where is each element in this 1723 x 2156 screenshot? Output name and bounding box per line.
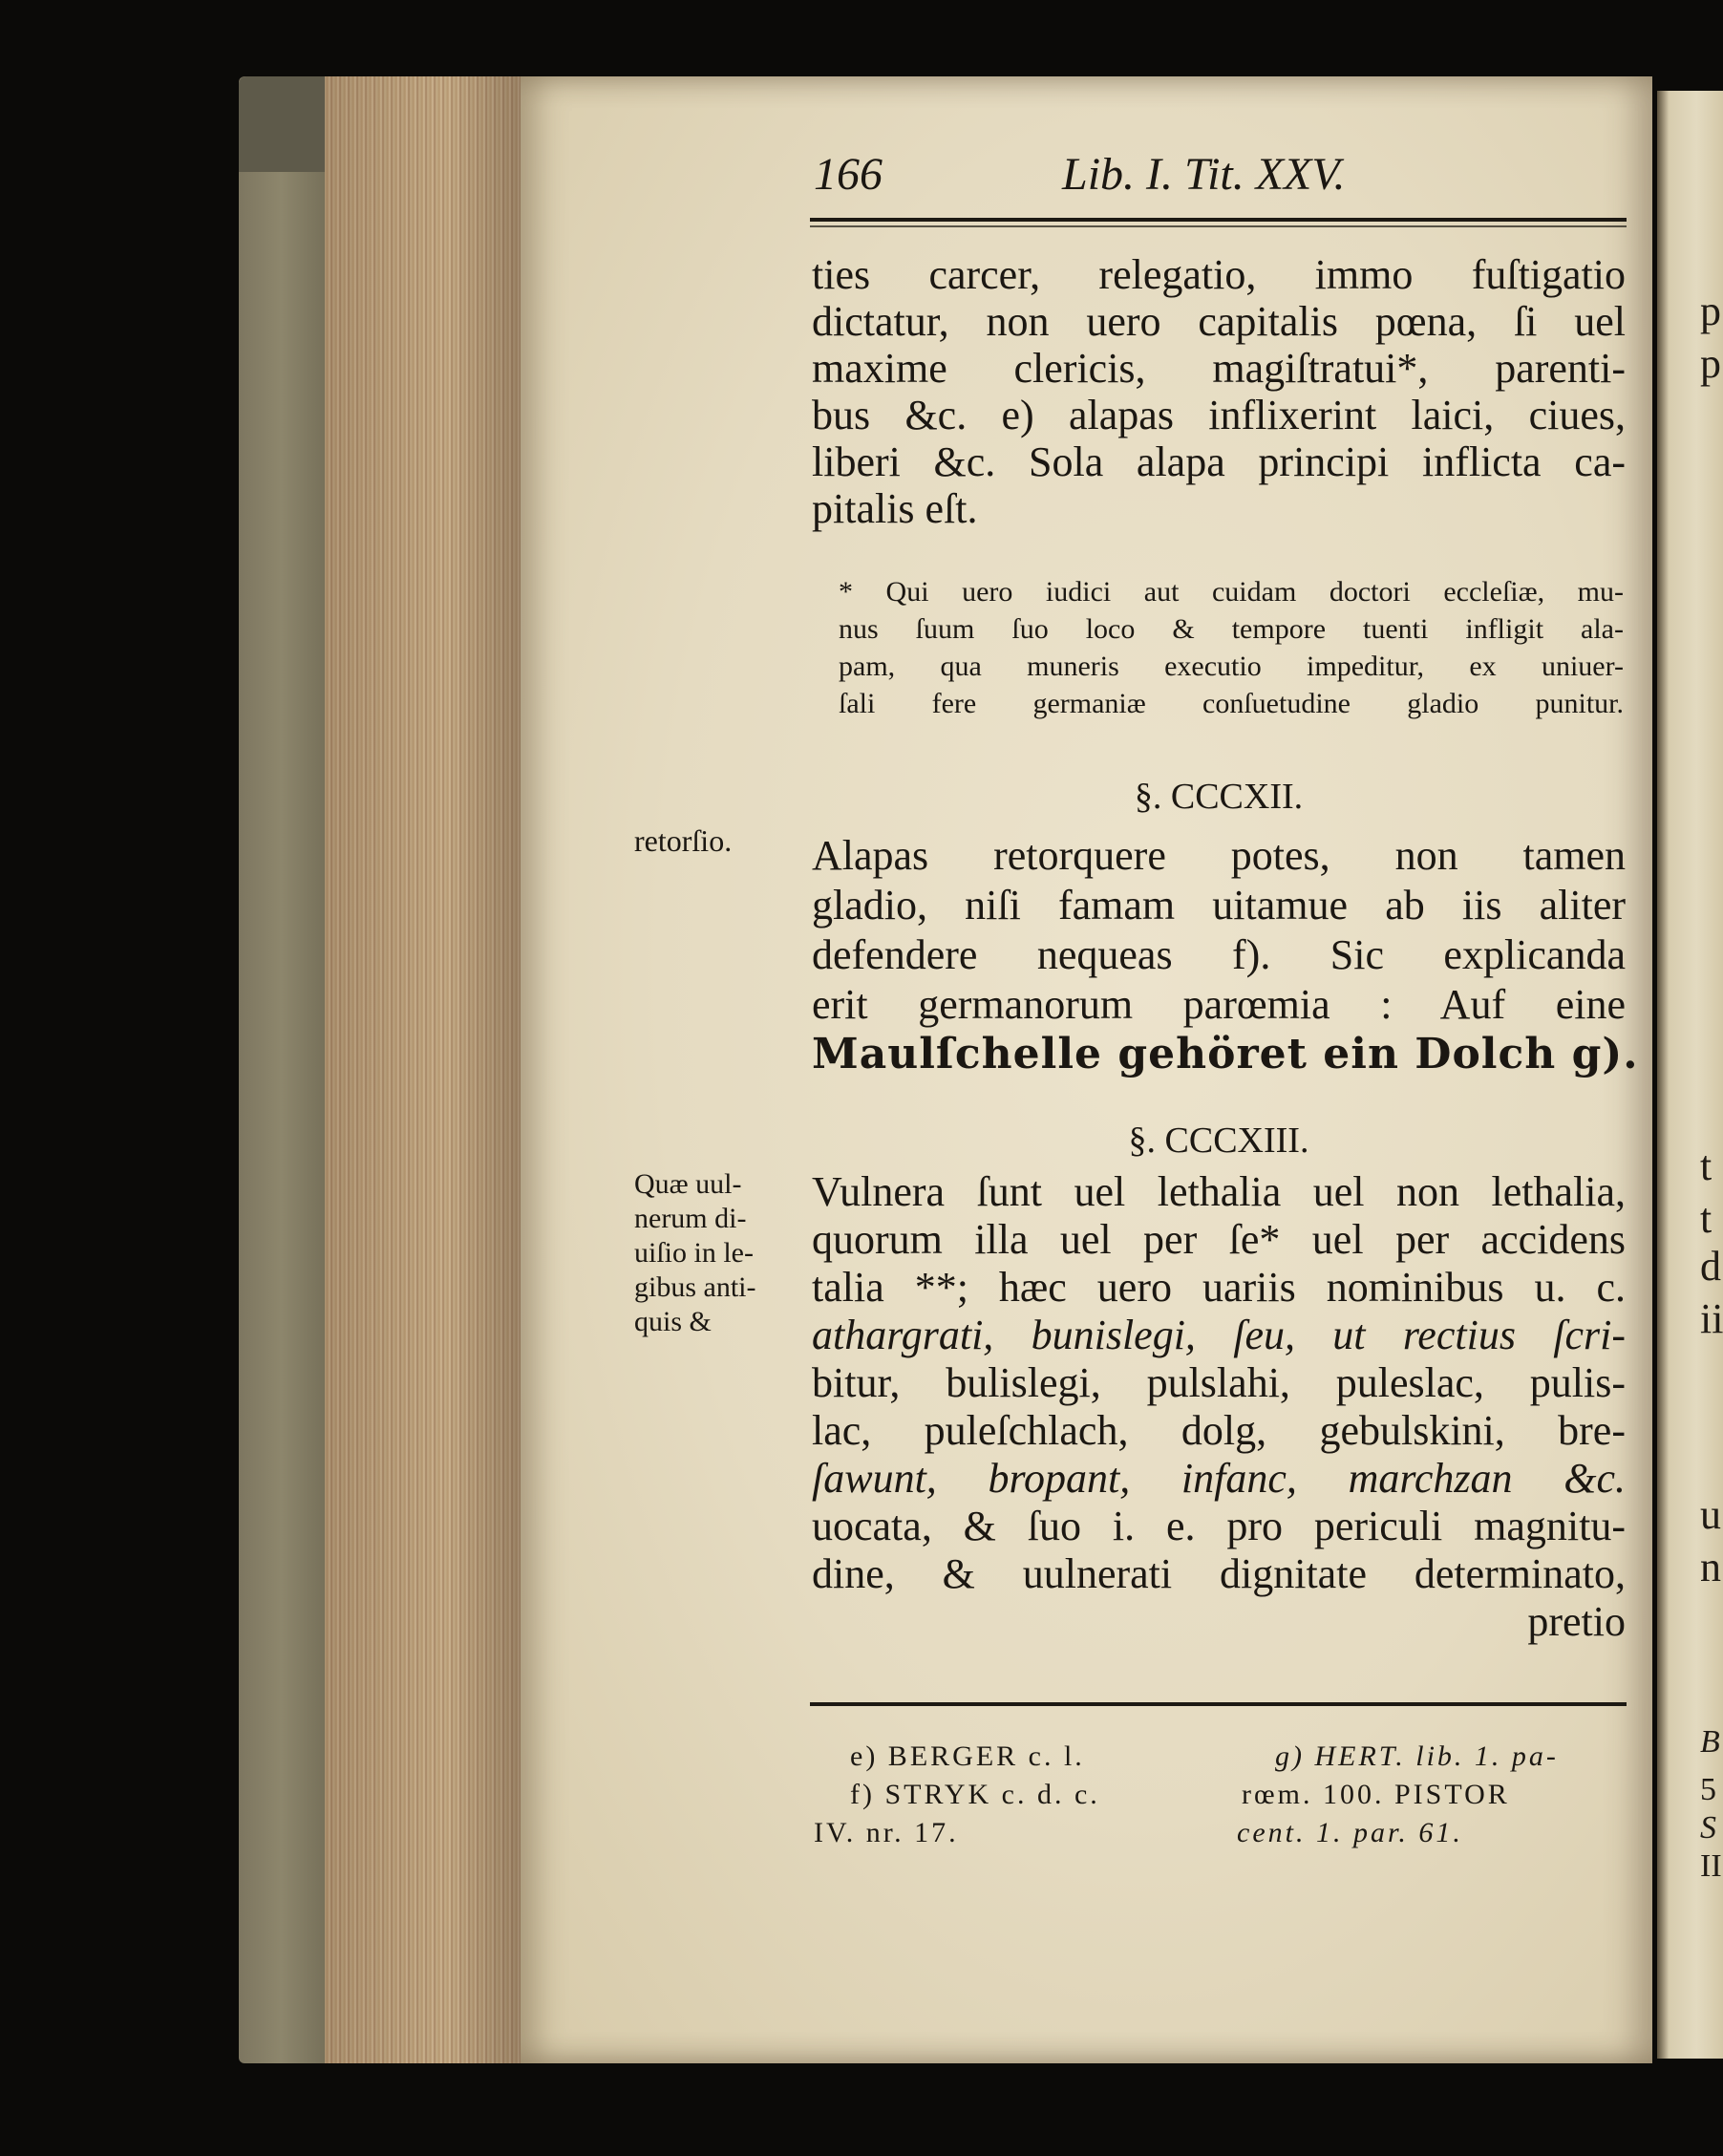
catchword: pretio xyxy=(1527,1598,1626,1645)
text-line: dictatur, non uero capitalis pœna, ſi uel xyxy=(812,298,1626,345)
text-line: lac, puleſchlach, dolg, gebulskini, bre- xyxy=(812,1407,1626,1454)
margin-note: retorſio. xyxy=(634,823,733,858)
text-line: erit germanorum parœmia : Auf eine xyxy=(812,981,1626,1028)
note-line: pam, qua muneris executio impeditur, ex uniuer- xyxy=(839,651,1624,682)
facing-fragment: ii xyxy=(1700,1295,1723,1342)
facing-fragment: d xyxy=(1700,1243,1721,1290)
text-line: Alapas retorquere potes, non tamen xyxy=(812,832,1626,879)
footnote-line: f) STRYK c. d. c. xyxy=(850,1779,1100,1810)
text-line: gladio, niſi famam uitamue ab iis aliter xyxy=(812,882,1626,929)
text-line: bitur, bulislegi, pulslahi, puleslac, pulis- xyxy=(812,1359,1626,1406)
footnote-line: g) HERT. lib. 1. pa- xyxy=(1275,1740,1559,1772)
text-line: Maulſchelle gehöret ein Dolch g). xyxy=(812,1030,1639,1078)
text-line: maxime clericis, magiſtratui*, parenti- xyxy=(812,345,1626,392)
text-line: talia **; hæc uero uariis nominibus u. c. xyxy=(812,1264,1626,1311)
footnote-line: e) BERGER c. l. xyxy=(850,1740,1085,1772)
section-heading: §. CCCXII. xyxy=(1134,777,1304,817)
footnote-line: cent. 1. par. 61. xyxy=(1237,1817,1463,1848)
footnote-rule xyxy=(810,1702,1627,1706)
note-line: * Qui uero iudici aut cuidam doctori eccleſiæ, mu- xyxy=(839,576,1624,608)
text-line: quorum illa uel per ſe* uel per accidens xyxy=(812,1216,1626,1263)
text-line: ties carcer, relegatio, immo fuſtigatio xyxy=(812,251,1626,298)
header-rule-thin xyxy=(810,225,1627,227)
note-line: ſali fere germaniæ conſuetudine gladio punitur. xyxy=(839,688,1624,719)
facing-fragment: S xyxy=(1700,1810,1716,1846)
margin-note: Quæ uul- xyxy=(634,1168,742,1200)
text-line: Vulnera ſunt uel lethalia uel non lethalia, xyxy=(812,1168,1626,1215)
text-line: dine, & uulnerati dignitate determinato, xyxy=(812,1550,1626,1597)
section-heading: §. CCCXIII. xyxy=(1128,1121,1309,1161)
page-number: 166 xyxy=(814,149,883,200)
facing-fragment: p xyxy=(1700,288,1721,334)
facing-fragment: II xyxy=(1700,1848,1722,1884)
facing-fragment: B xyxy=(1700,1724,1720,1760)
text-line: defendere nequeas f). Sic explicanda xyxy=(812,931,1626,978)
facing-fragment: 5 xyxy=(1700,1772,1716,1807)
page-edges xyxy=(325,76,530,2063)
running-title: Lib. I. Tit. XXV. xyxy=(1062,149,1346,200)
margin-note: uiſio in le- xyxy=(634,1237,754,1269)
margin-note: quis & xyxy=(634,1306,712,1337)
margin-note: gibus anti- xyxy=(634,1271,756,1303)
facing-fragment: u xyxy=(1700,1491,1721,1538)
text-line: bus &c. e) alapas inflixerint laici, ciues, xyxy=(812,392,1626,438)
margin-note: nerum di- xyxy=(634,1203,747,1234)
facing-fragment: p xyxy=(1700,340,1721,387)
header-rule xyxy=(810,218,1627,222)
footnote-line: IV. nr. 17. xyxy=(814,1817,959,1848)
text-line: uocata, & ſuo i. e. pro periculi magnitu- xyxy=(812,1503,1626,1549)
text-line: athargrati, bunislegi, ſeu, ut rectius ſcri- xyxy=(812,1312,1626,1358)
facing-fragment: n xyxy=(1700,1544,1721,1590)
text-line: ſawunt, bropant, infanc, marchzan &c. xyxy=(812,1455,1626,1502)
facing-fragment: t xyxy=(1700,1142,1712,1189)
text-line: liberi &c. Sola alapa principi inflicta ca- xyxy=(812,438,1626,485)
footnote-line: rœm. 100. PISTOR xyxy=(1242,1779,1510,1810)
text-line: pitalis eſt. xyxy=(812,485,978,532)
note-line: nus ſuum ſuo loco & tempore tuenti infligit ala- xyxy=(839,613,1624,645)
facing-fragment: t xyxy=(1700,1195,1712,1242)
